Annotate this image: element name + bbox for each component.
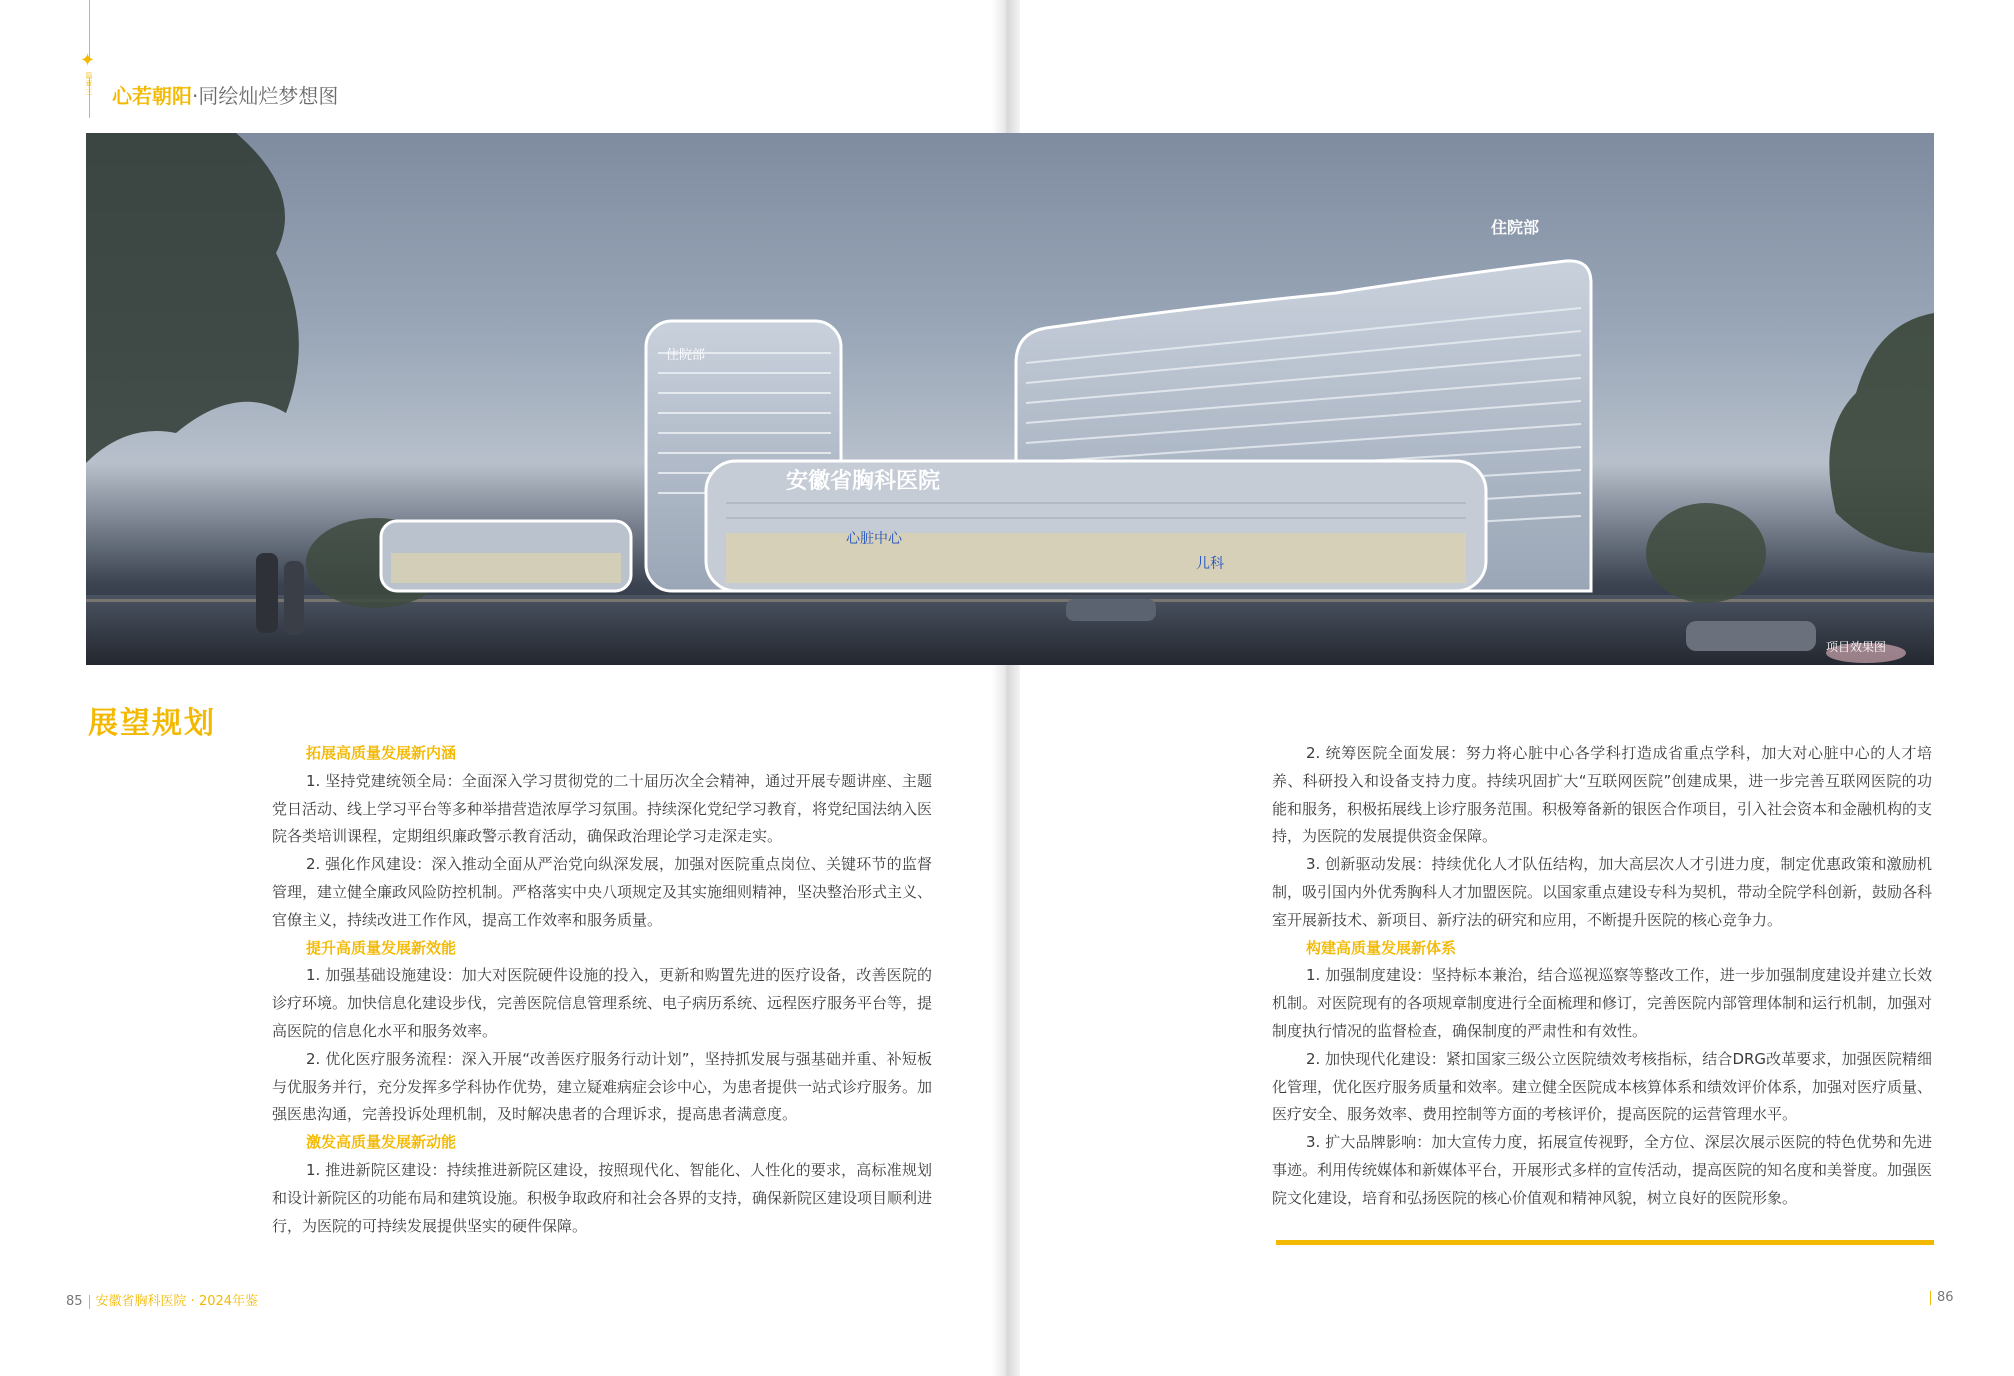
paragraph: 2. 加快现代化建设：紧扣国家三级公立医院绩效考核指标，结合DRG改革要求，加强医院精细化管理，优化医疗服务质量和效率。建立健全医院成本核算体系和绩效评价体系，加强对医疗质量、医疗安全、服务效率、费用控制等方面的考核评价，提高医院的运营管理水平。 — [1272, 1049, 1933, 1124]
paragraph: 3. 创新驱动发展：持续优化人才队伍结构，加大高层次人才引进力度，制定优惠政策和激励机制，吸引国内外优秀胸科人才加盟医院。以国家重点建设专科为契机，带动全院学科创新，鼓励各科室开展新技术、新项目、新疗法的研究和应用，不断提升医院的核心竞争力。 — [1272, 855, 1933, 929]
building-illustration — [86, 133, 1934, 665]
page-number-left: 85 — [66, 1294, 83, 1309]
paragraph: 3. 扩大品牌影响：加大宣传力度，拓展宣传视野，全方位、深层次展示医院的特色优势和先进事迹。利用传统媒体和新媒体平台，开展形式多样的宣传活动，提高医院的知名度和美誉度。加强医院文化建设，培育和弘扬医院的核心价值观和精神风貌，树立良好的医院形象。 — [1272, 1133, 1933, 1207]
sign-center: 心脏中心 — [846, 530, 902, 546]
paragraph: 1. 加强基础设施建设：加大对医院硬件设施的投入，更新和购置先进的医疗设备，改善医院的诊疗环境。加快信息化建设步伐，完善医院信息管理系统、电子病历系统、远程医疗服务平台等，提高医院的信息化水平和服务效率。 — [272, 966, 933, 1040]
tree-left — [86, 133, 299, 463]
pedestrian-2 — [284, 561, 304, 635]
chapter-mark: 篇章三 — [85, 72, 93, 96]
right-text-column — [1272, 740, 1932, 1213]
tree-mid-right — [1646, 503, 1766, 603]
hospital-rendering-photo — [86, 133, 1934, 665]
car-left — [1066, 599, 1156, 621]
left-text-column — [272, 740, 932, 1240]
subheading: 构建高质量发展新体系 — [1306, 938, 1457, 957]
page-header-title — [112, 80, 338, 109]
footer-right — [1930, 1290, 1954, 1305]
header-title-rest: ·同绘灿烂梦想图 — [192, 84, 339, 108]
paragraph: 1. 坚持党建统领全局：全面深入学习贯彻党的二十届历次全会精神，通过开展专题讲座、主题党日活动、线上学习平台等多种举措营造浓厚学习氛围。持续深化党纪学习教育，将党纪国法纳入医院各类培训课程，定期组织廉政警示教育活动，确保政治理论学习走深走实。 — [272, 771, 933, 846]
paragraph: 2. 强化作风建设：深入推动全面从严治党向纵深发展，加强对医院重点岗位、关键环节的监督管理，建立健全廉政风险防控机制。严格落实中央八项规定及其实施细则精神，坚决整治形式主义、官僚主义，持续改进工作作风，提高工作效率和服务质量。 — [272, 855, 933, 929]
sign-tower-right: 住院部 — [1491, 220, 1540, 237]
gold-divider — [1276, 1240, 1934, 1245]
publication-name: 安徽省胸科医院 · 2024年鉴 — [95, 1294, 259, 1309]
section-title: 展望规划 — [88, 706, 216, 741]
header-title-highlight: 心若朝阳 — [112, 84, 192, 108]
podium-main-windows — [726, 533, 1466, 583]
sign-right: 儿科 — [1196, 555, 1224, 571]
footer-left — [66, 1290, 258, 1309]
car-right — [1686, 621, 1816, 651]
paragraph: 1. 推进新院区建设：持续推进新院区建设，按照现代化、智能化、人性化的要求，高标准规划和设计新院区的功能布局和建筑设施。积极争取政府和社会各界的支持，确保新院区建设项目顺利进行，为医院的可持续发展提供坚实的硬件保障。 — [272, 1160, 933, 1235]
pedestrian — [256, 553, 278, 633]
photo-caption: 项目效果图 — [1825, 640, 1886, 654]
subheading: 拓展高质量发展新内涵 — [306, 744, 457, 762]
podium-left-windows — [391, 553, 621, 583]
tree-right — [1829, 313, 1934, 553]
page-number-right: 86 — [1937, 1290, 1954, 1305]
paragraph: 1. 加强制度建设：坚持标本兼治，结合巡视巡察等整改工作，进一步加强制度建设并建立长效机制。对医院现有的各项规章制度进行全面梳理和修订，完善医院内部管理体制和运行机制，加强对制度执行情况的监督检查，确保制度的严肃性和有效性。 — [1272, 966, 1933, 1040]
sign-tower-left: 住院部 — [666, 347, 706, 362]
paragraph: 2. 优化医疗服务流程：深入开展“改善医疗服务行动计划”，坚持抓发展与强基础并重、补短板与优服务并行，充分发挥多学科协作优势，建立疑难病症会诊中心，为患者提供一站式诊疗服务。加强医患沟通，完善投诉处理机制，及时解决患者的合理诉求，提高患者满意度。 — [272, 1049, 933, 1124]
star-icon: ✦ — [80, 50, 96, 71]
footer-divider — [89, 1295, 90, 1309]
footer-divider — [1930, 1291, 1931, 1305]
subheading: 激发高质量发展新动能 — [306, 1133, 457, 1152]
sign-main: 安徽省胸科医院 — [786, 468, 941, 493]
paragraph: 2. 统筹医院全面发展：努力将心脏中心各学科打造成省重点学科，加大对心脏中心的人才培养、科研投入和设备支持力度。持续巩固扩大“互联网医院”创建成果，进一步完善互联网医院的功能和服务，积极拓展线上诊疗服务范围。积极筹备新的银医合作项目，引入社会资本和金融机构的支持，为医院的发展提供资金保障。 — [1272, 744, 1933, 846]
subheading: 提升高质量发展新效能 — [306, 938, 457, 957]
